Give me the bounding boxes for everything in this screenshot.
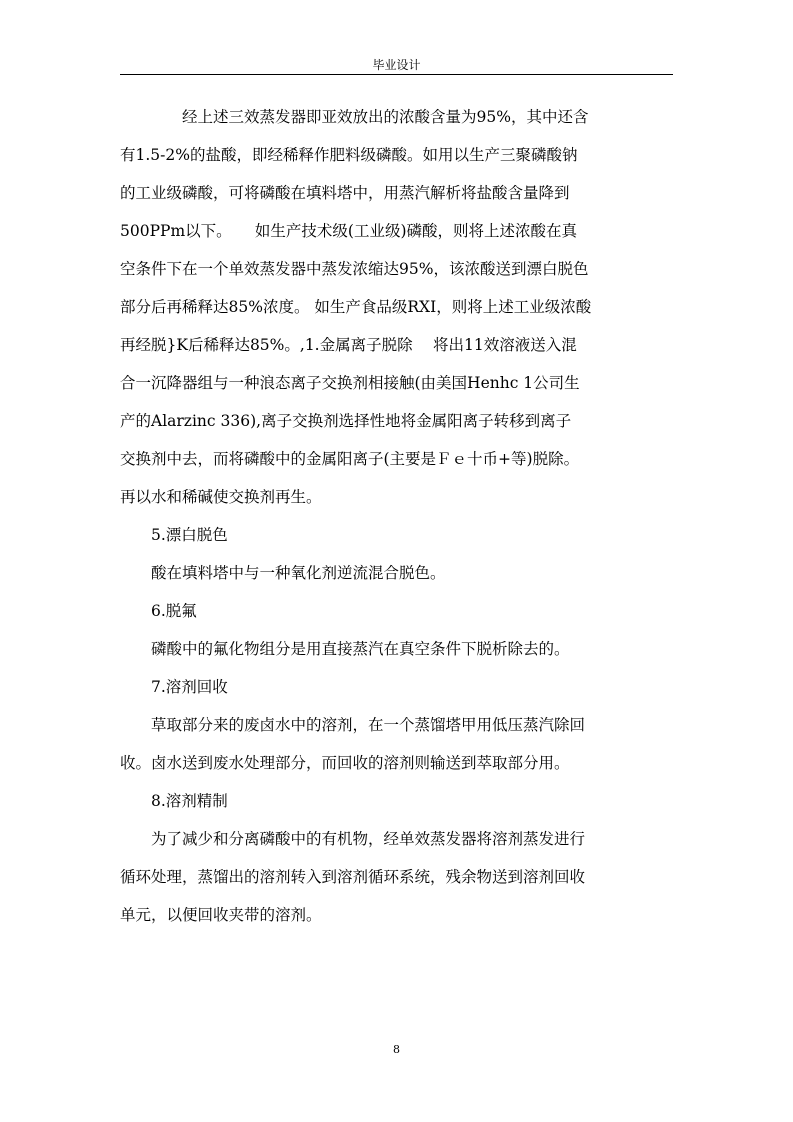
paragraph-line: 循环处理，蒸馏出的溶剂转入到溶剂循环系统，残余物送到溶剂回收 [120, 868, 586, 886]
paragraph-line: 空条件下在一个单效蒸发器中蒸发浓缩达95%，该浓酸送到漂白脱色 [120, 260, 589, 278]
section-heading-solvent-refining: 8.溶剂精制 [151, 792, 228, 810]
document-body [120, 98, 673, 934]
paragraph-line: 草取部分来的废卤水中的溶剂，在一个蒸馏塔甲用低压蒸汽除回 [151, 716, 586, 734]
page-number: 8 [393, 1043, 400, 1056]
paragraph-line: 经上述三效蒸发器即亚效放出的浓酸含量为95%，其中还含 [182, 108, 589, 126]
paragraph-line: 再以水和稀碱使交换剂再生。 [120, 488, 322, 506]
section-heading-bleaching: 5.漂白脱色 [151, 526, 228, 544]
paragraph-line: 收。卤水送到废水处理部分，而回收的溶剂则输送到萃取部分用。 [120, 754, 570, 772]
section-heading-solvent-recovery: 7.溶剂回收 [151, 678, 228, 696]
paragraph-line: 产的Alarzinc 336),离子交换剂选择性地将金属阳离子转移到离子 [120, 412, 572, 430]
paragraph-line: 有1.5-2%的盐酸，即经稀释作肥料级磷酸。如用以生产三聚磷酸钠 [120, 146, 578, 164]
paragraph-line: 酸在填料塔中与一种氧化剂逆流混合脱色。 [151, 564, 446, 582]
paragraph-line: 为了减少和分离磷酸中的有机物，经单效蒸发器将溶剂蒸发进行 [151, 830, 586, 848]
paragraph-line: 再经脱}K后稀释达85%。,1.金属离子脱除 将出11效溶液送入混 [120, 336, 577, 354]
header-rule [120, 74, 673, 75]
section-heading-defluorination: 6.脱氟 [151, 602, 197, 620]
paragraph-line: 500PPm以下。 如生产技术级(工业级)磷酸，则将上述浓酸在真 [120, 222, 577, 240]
paragraph-line: 部分后再稀释达85%浓度。 如生产食品级RXI，则将上述工业级浓酸 [120, 298, 592, 316]
paragraph-line: 合一沉降器组与一种浪态离子交换剂相接触(由美国Henhc 1公司生 [120, 374, 580, 392]
page-header: 毕业设计 [372, 58, 421, 72]
paragraph-line: 交换剂中去，而将磷酸中的金属阳离子(主要是Ｆｅ十币+等)脱除。 [120, 450, 580, 468]
paragraph-line: 磷酸中的氟化物组分是用直接蒸汽在真空条件下脱析除去的。 [151, 640, 570, 658]
paragraph-line: 单元，以便回收夹带的溶剂。 [120, 906, 322, 924]
paragraph-line: 的工业级磷酸，可将磷酸在填料塔中，用蒸汽解析将盐酸含量降到 [120, 184, 570, 202]
